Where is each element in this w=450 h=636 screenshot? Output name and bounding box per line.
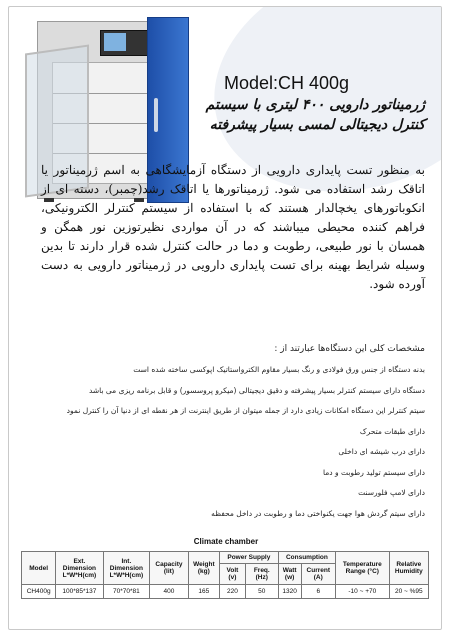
- product-title-line-1: ژرمیناتور دارویی ۴۰۰ لیتری با سیستم: [205, 97, 425, 113]
- header-watt: Watt (w): [278, 564, 301, 585]
- header-humidity: Relative Humidity: [389, 552, 428, 585]
- header-consumption: Consumption: [278, 552, 335, 564]
- model-name: Model:CH 400g: [224, 73, 350, 93]
- header-weight: Weight (kg): [188, 552, 219, 585]
- cell-watt: 1320: [278, 585, 301, 599]
- header-model: Model: [22, 552, 56, 585]
- feature-item: دارای سیستم تولید رطوبت و دما: [322, 467, 425, 477]
- cell-capacity: 400: [150, 585, 188, 599]
- table-row: [22, 585, 429, 599]
- spec-table-title: Climate chamber: [193, 537, 259, 546]
- product-title-line-2: کنترل دیجیتالی لمسی بسیار پیشرفته: [209, 117, 425, 133]
- door-handle: [154, 98, 158, 132]
- feature-item: بدنه دستگاه از جنس ورق فولادی و رنگ بسیار مقاوم الکترواستاتیک اپوکسی ساخته شده است: [133, 365, 425, 374]
- cell-ext-dimension: 100*85*137: [56, 585, 103, 599]
- feature-item: سیتم کنترلر این دستگاه امکانات زیادی دارد از جمله میتوان از طریق اینترنت از هر نقطه ای از دنیا آن را کنترل نمود: [66, 406, 425, 415]
- feature-item: دارای طبقات متحرک: [359, 426, 425, 436]
- header-volt: Volt (v): [220, 564, 246, 585]
- cell-int-dimension: 70*70*81: [103, 585, 150, 599]
- feature-item: دارای لامپ فلورسنت: [358, 488, 425, 497]
- cell-current: 6: [301, 585, 336, 599]
- header-power-supply: Power Supply: [220, 552, 279, 564]
- cell-freq: 50: [245, 585, 278, 599]
- cell-temperature: -10 ~ +70: [336, 585, 390, 599]
- cell-weight: 165: [188, 585, 219, 599]
- header-int-dimension: Int. Dimension L*W*H(cm): [103, 552, 150, 585]
- document-page: [8, 6, 442, 630]
- feature-item: دارای سیتم گردش هوا جهت یکنواختی دما و رطوبت در داخل محفظه: [211, 508, 425, 518]
- header-temperature: Temperature Range (°C): [336, 552, 390, 585]
- header-ext-dimension: Ext. Dimension L*W*H(cm): [56, 552, 103, 585]
- header-capacity: Capacity (lit): [150, 552, 188, 585]
- spec-table: [21, 551, 429, 599]
- touch-screen: [104, 33, 126, 51]
- header-freq: Freq. (Hz): [245, 564, 278, 585]
- cell-model: CH400g: [22, 585, 56, 599]
- feature-item: دستگاه دارای سیستم کنترلر بسیار پیشرفته و دقیق دیجیتالی (میکرو پروسسور) و قابل برنامه ریزی می باشد: [88, 385, 425, 395]
- cell-humidity: 20 ~ %95: [389, 585, 428, 599]
- feature-item: دارای درب شیشه ای داخلی: [338, 447, 425, 456]
- features-list: [33, 365, 425, 529]
- table-header-row: [22, 552, 429, 564]
- intro-paragraph: به منظور تست پایداری دارویی از دستگاه آزمایشگاهی به اسم ژرمیناتور یا اتاقک رشد استفاده می شود. ژرمیناتورها یا اتاقک رشد(چمبر)، دسته ای از انکوباتورهای یخچالدار هستند که با استفاده از سیستم کنترلر الکترونیکی، فراهم کننده محیطی میباشند که در آن مواردی نظیرتوزین نور همگن و همسان با نور طبیعی، رطوبت و دما در حالت کنترل شده قرار دارند تا بدین وسیله شرایط بهینه برای تست پایداری دارویی در ژرمیناتور دارویی به دست آورده شود.: [41, 163, 425, 291]
- header-current: Current (A): [301, 564, 336, 585]
- cell-volt: 220: [220, 585, 246, 599]
- features-heading: مشخصات کلی این دستگاه‌ها عبارتند از :: [274, 344, 425, 354]
